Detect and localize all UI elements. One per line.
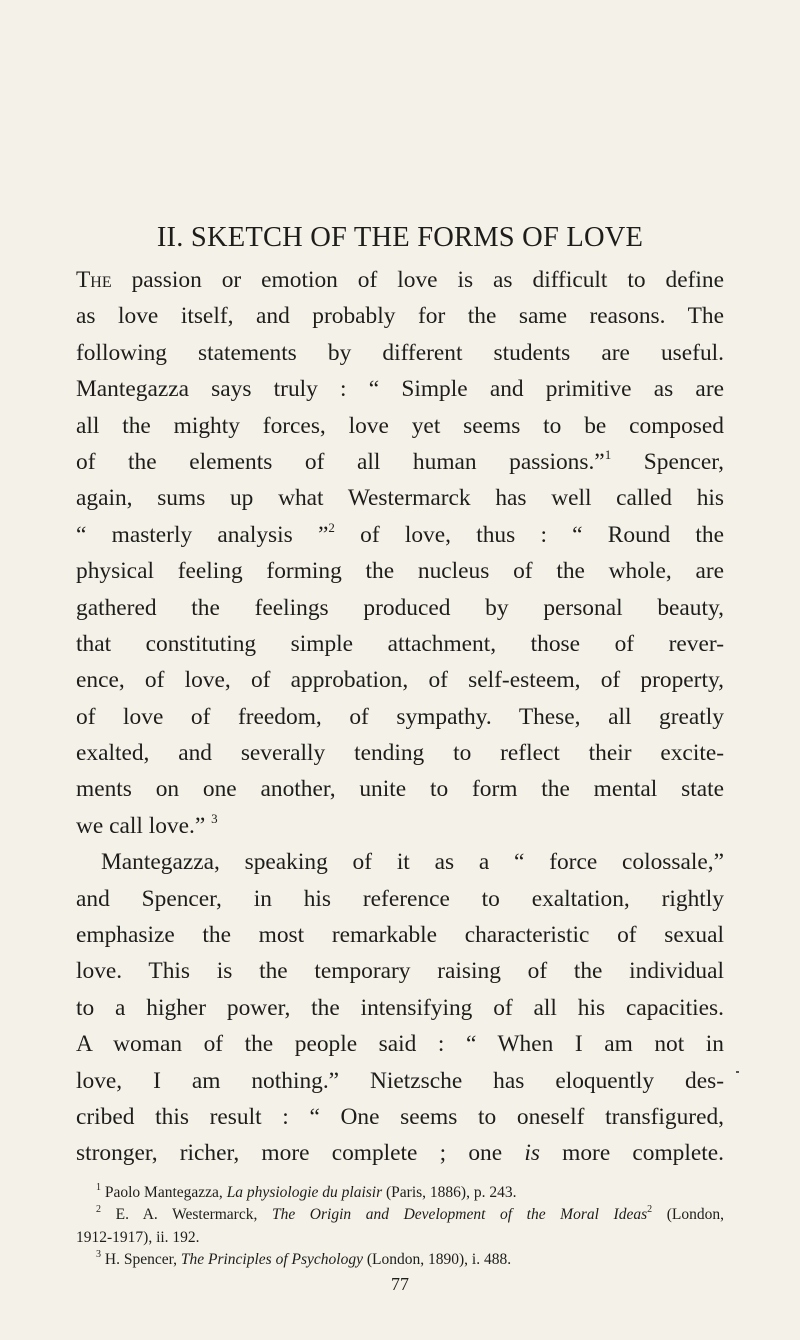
footnote-ref-2[interactable]: 2: [328, 519, 335, 535]
text-line: we call love.” $^3$: [76, 811, 218, 839]
text-line: Mantegazza, speaking of it as a “ force colossale,”: [101, 849, 724, 876]
footnote-2: $^2$ E. A. Westermarck, The Origin and Development of the Moral Ideas$^2$ (London,: [96, 1204, 724, 1224]
footnotes: [76, 1182, 724, 1272]
text-line: The passion or emotion of love is as difficult to define: [76, 267, 724, 293]
footnote-3: $^3$ H. Spencer, The Principles of Psychology (London, 1890), i. 488.: [96, 1249, 512, 1269]
text-line: that constituting simple attachment, those of rever-: [76, 630, 724, 657]
footnote-ref-3[interactable]: 3: [211, 811, 218, 827]
text-line: love, I am nothing.” Nietzsche has eloquently des-: [76, 1067, 724, 1094]
text-line: gathered the feelings produced by personal beauty,: [76, 594, 724, 621]
text-line: again, sums up what Westermarck has well called his: [76, 485, 724, 512]
text-line: love. This is the temporary raising of the individual: [76, 958, 724, 985]
emphasis: is: [524, 1140, 540, 1167]
text-line: following statements by different students are useful.: [76, 339, 724, 366]
lead-word: The: [76, 267, 112, 293]
text-line: Mantegazza says truly : “ Simple and primitive as are: [76, 376, 724, 403]
chapter-title: II. SKETCH OF THE FORMS OF LOVE: [156, 222, 644, 253]
text-line: ments on one another, unite to form the mental state: [76, 776, 724, 803]
text-line: “ masterly analysis ”$^2$ of love, thus : “ Round the: [76, 519, 724, 548]
paragraph-1: [76, 262, 724, 844]
text-line: cribed this result : “ One seems to oneself transfigured,: [76, 1103, 724, 1130]
text-line: exalted, and severally tending to reflect their excite-: [76, 740, 724, 767]
text-line: stronger, richer, more complete ; one is more complete.: [76, 1140, 724, 1167]
text-line: A woman of the people said : “ When I am not in: [76, 1031, 724, 1058]
text-line: and Spencer, in his reference to exaltation, rightly: [76, 885, 724, 912]
text-line: ence, of love, of approbation, of self-esteem, of property,: [76, 667, 724, 694]
footnote-2-continuation: 1912-1917), ii. 192.: [76, 1228, 200, 1246]
text-line: all the mighty forces, love yet seems to be composed: [76, 412, 724, 439]
margin-mark: [736, 1071, 739, 1073]
page-number: 77: [391, 1273, 409, 1294]
text-line: of the elements of all human passions.”$^1$ Spencer,: [76, 447, 725, 475]
footnote-1: $^1$ Paolo Mantegazza, La physiologie du plaisir (Paris, 1886), p. 243.: [96, 1181, 517, 1201]
book-page: [76, 220, 724, 1295]
text-line: physical feeling forming the nucleus of the whole, are: [76, 558, 724, 585]
paragraph-2: [76, 844, 724, 1172]
text-line: of love of freedom, of sympathy. These, all greatly: [76, 703, 724, 730]
footnote-ref-1[interactable]: 1: [604, 447, 612, 463]
text-line: to a higher power, the intensifying of all his capacities.: [76, 994, 724, 1021]
text-line: as love itself, and probably for the same reasons. The: [76, 303, 724, 330]
text-line: emphasize the most remarkable characteristic of sexual: [76, 922, 724, 949]
